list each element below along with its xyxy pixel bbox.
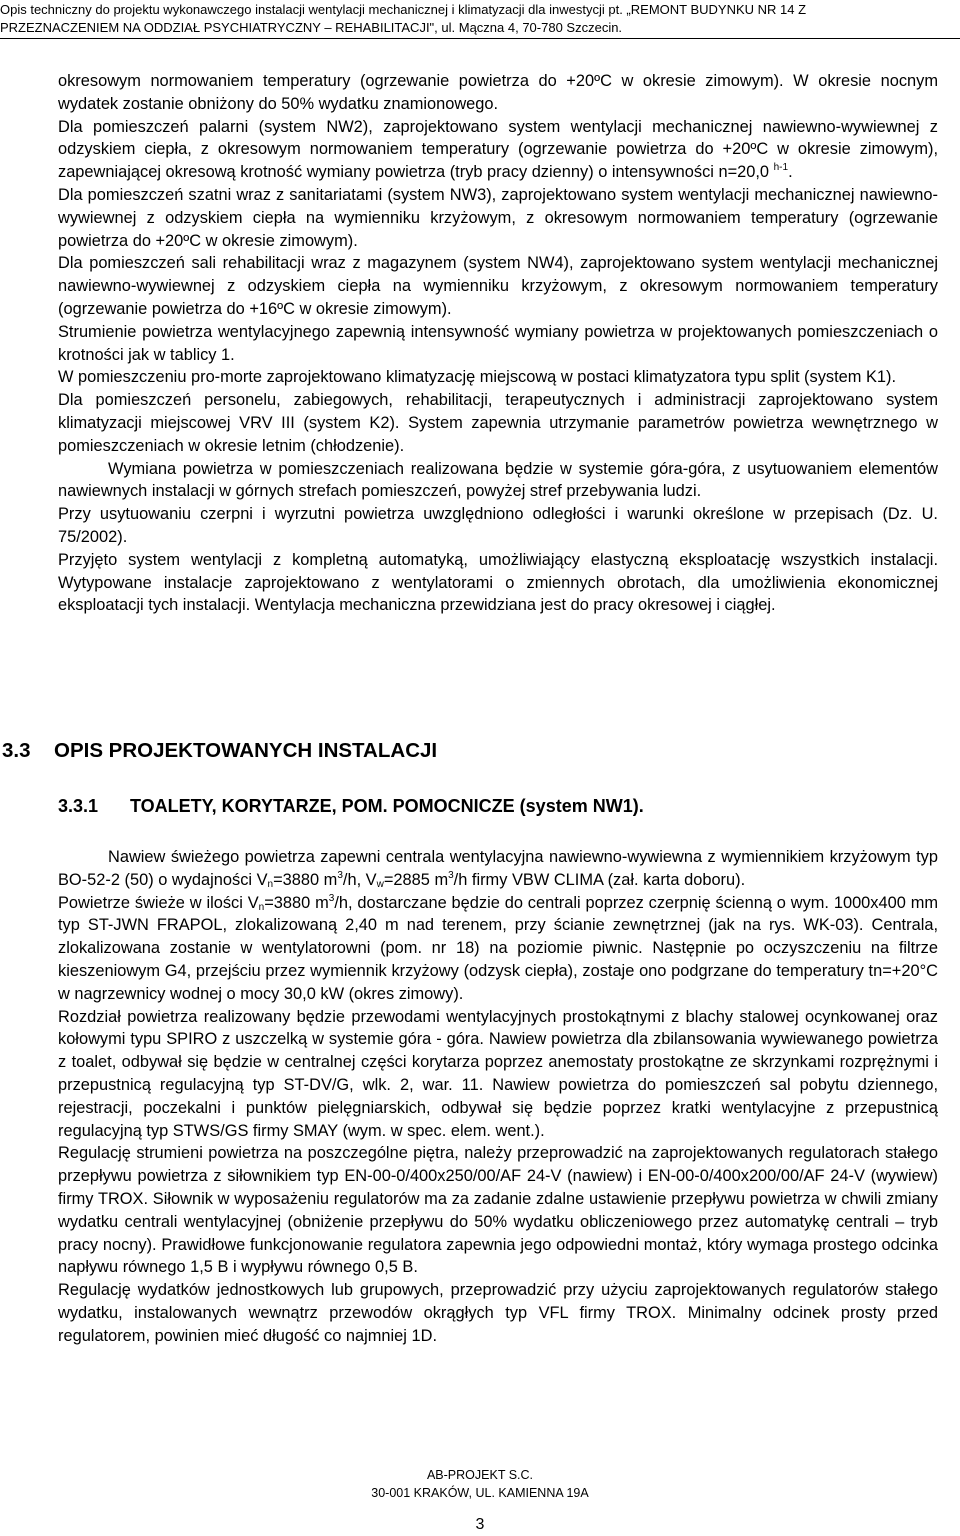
section-number: 3.3 xyxy=(2,739,31,762)
header-divider xyxy=(0,38,960,39)
paragraph: Rozdział powietrza realizowany będzie przewodami wentylacyjnych prostokątnymi z blachy stalowej ocynkowanej oraz kołowymi typu SPIRO z uszczelką w systemie góra - góra. Nawiew powietrza dla zbilansowania wywiewanego powietrza z toalet, odbywał się będzie w centralnej części korytarza poprzez anemostaty prostokątne ze skrzynkami rozprężnymi i przepustnicą regulacyjną typ ST-DV/G, wlk. 2, war. 11. Nawiew powietrza do pomieszczeń sal pobytu dziennego, rejestracji, poczekalni i punktów pielęgniarskich, odbywał się będzie poprzez kratki wentylacyjne z przepustnicą regulacyjną typ STWS/GS firmy SMAY (wym. w spec. elem. went.). xyxy=(58,1007,938,1140)
body-text-bottom xyxy=(58,846,938,1348)
page-number: 3 xyxy=(475,1516,485,1533)
paragraph: W pomieszczeniu pro-morte zaprojektowano klimatyzację miejscową w postaci klimatyzatora typu split (system K1). xyxy=(58,368,897,387)
header-line-1: Opis techniczny do projektu wykonawczego instalacji wentylacji mechanicznej i klimatyzacji dla inwestycji pt. „REMONT BUDYNKU NR 14 Z xyxy=(0,2,807,17)
paragraph: okresowym normowaniem temperatury (ogrzewanie powietrza do +20ºC w okresie zimowym). W okresie nocnym wydatek zostanie obniżony do 50% wydatku znamionowego. xyxy=(58,72,938,113)
subsection-title: TOALETY, KORYTARZE, POM. POMOCNICZE (system NW1). xyxy=(130,796,644,816)
paragraph: Dla pomieszczeń personelu, zabiegowych, rehabilitacji, terapeutycznych i administracji zaprojektowano system klimatyzacji miejscowej VRV III (system K2). System zapewnia utrzymanie parametrów powietrza wewnętrznego w pomieszczeniach w okresie letnim (chłodzenie). xyxy=(58,391,938,455)
paragraph: Dla pomieszczeń sali rehabilitacji wraz z magazynem (system NW4), zaprojektowano system wentylacji mechanicznej nawiewno-wywiewnej z odzyskiem ciepła na wymienniku krzyżowym, z okresowym normowaniem temperatury (ogrzewanie powietrza do +16ºC w okresie zimowym). xyxy=(58,254,938,318)
paragraph: Regulację wydatków jednostkowych lub grupowych, przeprowadzić przy użyciu zaprojektowanych regulatorów stałego wydatku, instalowanych wewnątrz przewodów okrągłych typ VFL firmy TROX. Minimalny odcinek prosty przed regulatorem, powinien mieć długość co najmniej 1D. xyxy=(58,1281,938,1345)
subsection-heading xyxy=(58,796,644,817)
paragraph: Strumienie powietrza wentylacyjnego zapewnią intensywność wymiany powietrza w projektowanych pomieszczeniach o krotności jak w tablicy 1. xyxy=(58,322,938,364)
paragraph: Dla pomieszczeń szatni wraz z sanitariatami (system NW3), zaprojektowano system wentylacji mechanicznej nawiewno-wywiewnej z odzyskiem ciepła na wymienniku krzyżowym, z okresowym normowaniem temperatury (ogrzewanie powietrza do +20ºC w okresie zimowym). xyxy=(58,185,938,250)
running-header xyxy=(0,0,960,41)
section-heading xyxy=(2,739,437,763)
footer-company: AB-PROJEKT S.C. xyxy=(426,1468,534,1482)
paragraph: Przyjęto system wentylacji z kompletną automatyką, umożliwiający elastyczną eksploatację wszystkich instalacji. Wytypowane instalacje zaprojektowano z wentylatorami o zmiennych obrotach, dla umożliwienia ekonomicznej eksploatacji tych instalacji. Wentylacja mechaniczna przewidziana jest do pracy okresowej i ciągłej. xyxy=(58,550,938,615)
paragraph: Wymiana powietrza w pomieszczeniach realizowana będzie w systemie góra-góra, z usytuowaniem elementów nawiewnych instalacji w górnych strefach pomieszczeń, powyżej stref przebywania ludzi. xyxy=(58,459,938,501)
paragraph: Regulację strumieni powietrza na poszczególne piętra, należy przeprowadzić na zaprojektowanych regulatorach stałego przepływu powietrza z siłownikiem typ EN-00-0/400x250/00/AF 24-V (nawiew) i EN-00-0/400x200/00/AF 24-V (wywiew) firmy TROX. Siłownik w wyposażeniu regulatorów ma za zadanie zdalne ustawienie przepływu powietrza w chwili zmiany wydatku centrali wentylacyjnej (obniżenie przepływu do 50% wydatku obliczeniowego przez automatykę centrali – tryb pracy nocny). Prawidłowe funkcjonowanie regulatora zapewnia jego odpowiedni montaż, który wymaga prostego odcinka napływu równego 1,5 B i wypływu równego 0,5 B. xyxy=(58,1144,938,1277)
header-line-2: PRZEZNACZENIEM NA ODDZIAŁ PSYCHIATRYCZNY – REHABILITACJI", ul. Mączna 4, 70-780 Szczecin. xyxy=(0,20,623,35)
paragraph: Dla pomieszczeń palarni (system NW2), zaprojektowano system wentylacji mechanicznej nawiewno-wywiewnej z odzyskiem ciepła, z okresowym normowaniem temperatury (ogrzewanie powietrza do +20ºC w okresie zimowym), zapewniającej okresową krotność wymiany powietrza (tryb pracy dzienny) o intensywności n=20,0 $^{h-1}$. xyxy=(58,117,938,182)
body-text-top xyxy=(58,70,938,617)
footer-address: 30-001 KRAKÓW, UL. KAMIENNA 19A xyxy=(371,1486,589,1500)
paragraph: Nawiew świeżego powietrza zapewni centrala wentylacyjna nawiewno-wywiewna z wymiennikiem krzyżowym typ BO-52-2 (50) o wydajności $V_n=3880$ $m^3/h$, $V_w=2885$ $m^3/h$ firmy VBW CLIMA (zał. karta doboru). xyxy=(58,848,938,890)
page-footer xyxy=(0,1466,960,1502)
paragraph: Powietrze świeże w ilości $V_n=3880$ $m^3/h$, dostarczane będzie do centrali poprzez czerpnię ścienną o wym. 1000x400 mm typ ST-JWN FRAPOL, zlokalizowaną 2,40 m nad terenem, przy ścianie zewnętrznej (jak na rys. WK-03). Centrala, zlokalizowana zostanie w wentylatorowni (pom. nr 18) na poziomie piwnic. Następnie po oczyszczeniu na filtrze kieszeniowym G4, przejściu przez wymiennik krzyżowy (odzysk ciepła), zostaje ono podgrzane do temperatury tn=+20°C w nagrzewnicy wodnej o mocy 30,0 kW (okres zimowy). xyxy=(58,892,939,1003)
paragraph: Przy usytuowaniu czerpni i wyrzutni powietrza uwzględniono odległości i warunki określone w przepisach (Dz. U. 75/2002). xyxy=(58,505,938,546)
section-title: OPIS PROJEKTOWANYCH INSTALACJI xyxy=(54,739,438,762)
superscript: h-1 xyxy=(773,162,789,174)
subsection-number: 3.3.1 xyxy=(58,796,99,816)
